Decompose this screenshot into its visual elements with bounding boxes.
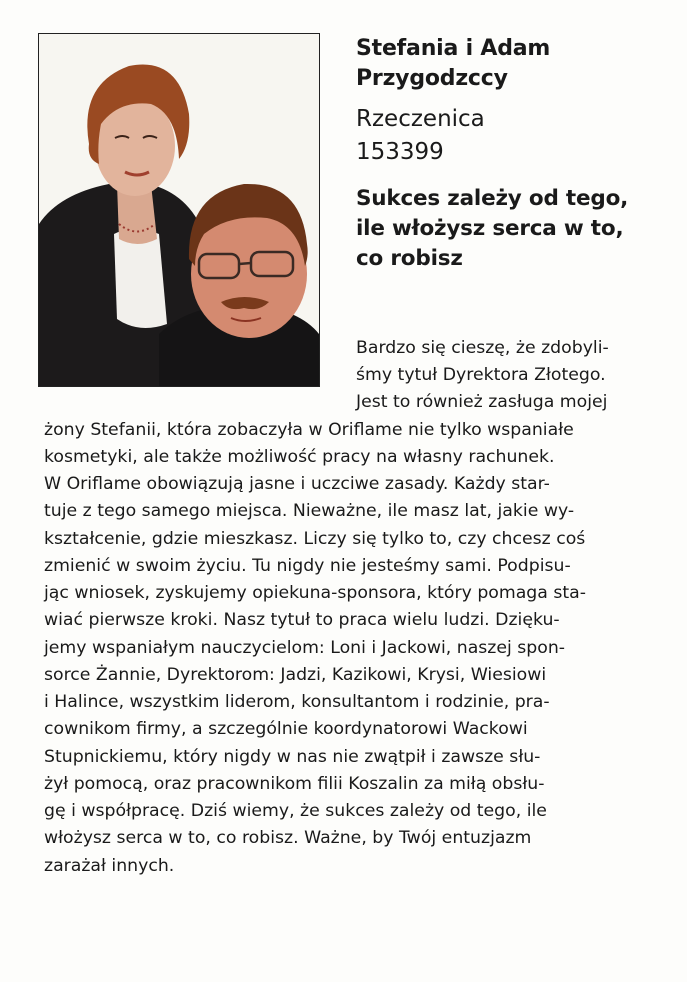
headline: [356, 184, 672, 274]
body-line: Jest to również zasługa mojej: [356, 392, 608, 412]
id-number: 153399: [356, 139, 444, 165]
name-line-2: Przygodzccy: [356, 66, 508, 91]
body-line: kosmetyki, ale także możliwość pracy na własny rachunek.: [44, 447, 555, 467]
body-line: sorce Żannie, Dyrektorom: Jadzi, Kazikowi, Krysi, Wiesiowi: [44, 665, 547, 685]
body-line: żył pomocą, oraz pracownikom filii Koszalin za miłą obsłu-: [44, 774, 545, 794]
body-line: zmienić w swoim życiu. Tu nigdy nie jesteśmy sami. Podpisu-: [44, 556, 571, 576]
body-line: i Halince, wszystkim liderom, konsultantom i rodzinie, pra-: [44, 692, 550, 712]
headline-line-3: co robisz: [356, 246, 463, 271]
couple-photo: [38, 33, 320, 387]
body-line: tuje z tego samego miejsca. Nieważne, ile masz lat, jakie wy-: [44, 501, 575, 521]
body-line: śmy tytuł Dyrektora Złotego.: [356, 365, 606, 385]
name-line-1: Stefania i Adam: [356, 36, 551, 61]
body-line: włożysz serca w to, co robisz. Ważne, by Twój entuzjazm: [44, 828, 532, 848]
body-line: Bardzo się cieszę, że zdobyli-: [356, 338, 609, 358]
body-line: Stupnickiemu, który nigdy w nas nie zwątpił i zawsze słu-: [44, 747, 541, 767]
headline-line-2: ile włożysz serca w to,: [356, 216, 624, 241]
town: Rzeczenica: [356, 106, 485, 132]
body-line: kształcenie, gdzie mieszkasz. Liczy się tylko to, czy chcesz coś: [44, 529, 586, 549]
body-line: cownikom firmy, a szczególnie koordynatorowi Wackowi: [44, 719, 528, 739]
body-line: jąc wniosek, zyskujemy opiekuna-sponsora, który pomaga sta-: [44, 583, 586, 603]
body-line: wiać pierwsze kroki. Nasz tytuł to praca wielu ludzi. Dzięku-: [44, 610, 560, 630]
body-line: zarażał innych.: [44, 856, 175, 876]
couple-photo-illustration: [39, 34, 319, 386]
body-line: jemy wspaniałym nauczycielom: Loni i Jackowi, naszej spon-: [44, 638, 566, 658]
body-line: W Oriflame obowiązują jasne i uczciwe zasady. Każdy star-: [44, 474, 550, 494]
headline-line-1: Sukces zależy od tego,: [356, 186, 629, 211]
body-line: gę i współpracę. Dziś wiemy, że sukces zależy od tego, ile: [44, 801, 547, 821]
body-line: żony Stefanii, która zobaczyła w Oriflame nie tylko wspaniałe: [44, 420, 574, 440]
profile-header: [356, 34, 672, 274]
